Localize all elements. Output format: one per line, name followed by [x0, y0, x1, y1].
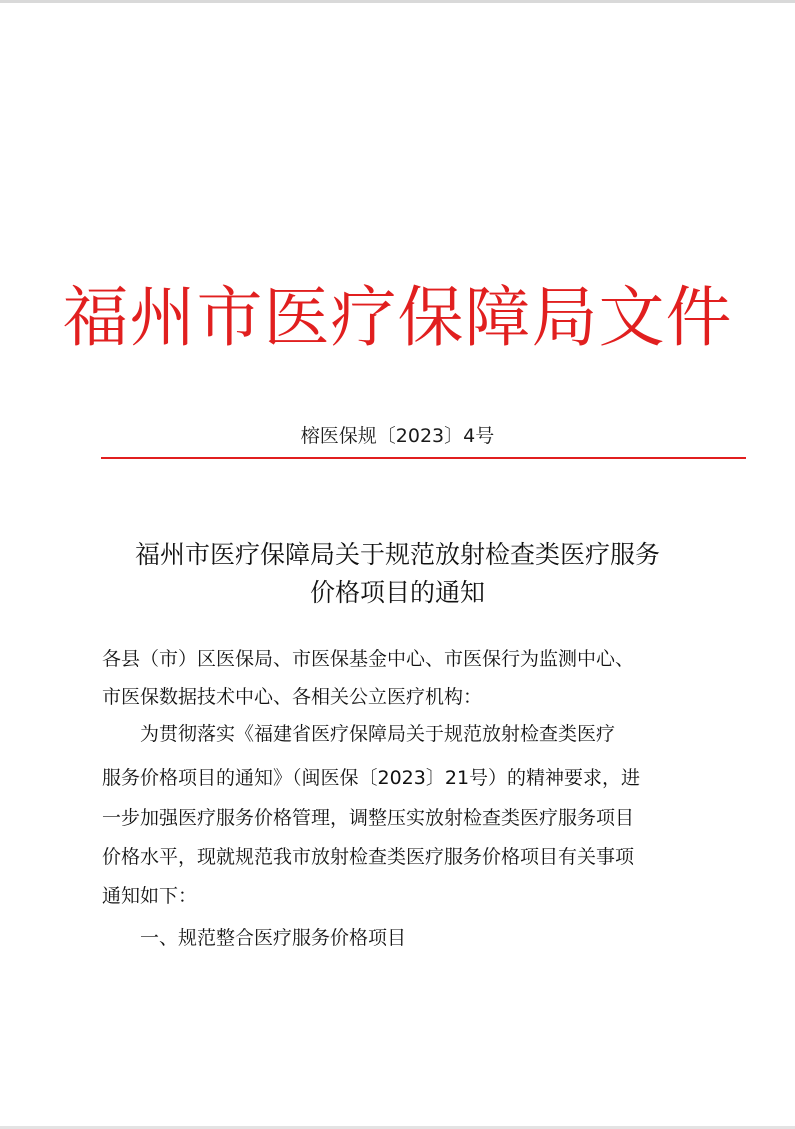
document-number: 榕医保规〔2023〕4号: [300, 425, 495, 447]
paragraph-1-line-2: 服务价格项目的通知》（闽医保〔2023〕21号）的精神要求，进: [102, 767, 641, 789]
notice-title-line-2: 价格项目的通知: [309, 578, 485, 607]
addressee-line-1: 各县（市）区医保局、市医保基金中心、市医保行为监测中心、: [102, 648, 635, 670]
paragraph-1-line-5: 通知如下：: [102, 885, 198, 907]
notice-title-line-1: 福州市医疗保障局关于规范放射检查类医疗服务: [134, 540, 660, 569]
paragraph-1-line-4: 价格水平，现就规范我市放射检查类医疗服务价格项目有关事项: [102, 846, 635, 868]
document-header-title: 福州市医疗保障局文件: [62, 279, 733, 356]
section-1-heading: 一、规范整合医疗服务价格项目: [140, 927, 407, 949]
paragraph-1-line-1: 为贯彻落实《福建省医疗保障局关于规范放射检查类医疗: [140, 723, 616, 745]
notice-title: [60, 536, 735, 612]
page-top-edge: [0, 0, 795, 3]
header-red-divider: [101, 457, 746, 459]
paragraph-1-line-3: 一步加强医疗服务价格管理，调整压实放射检查类医疗服务项目: [102, 807, 635, 829]
addressee-line-2: 市医保数据技术中心、各相关公立医疗机构：: [102, 686, 483, 708]
